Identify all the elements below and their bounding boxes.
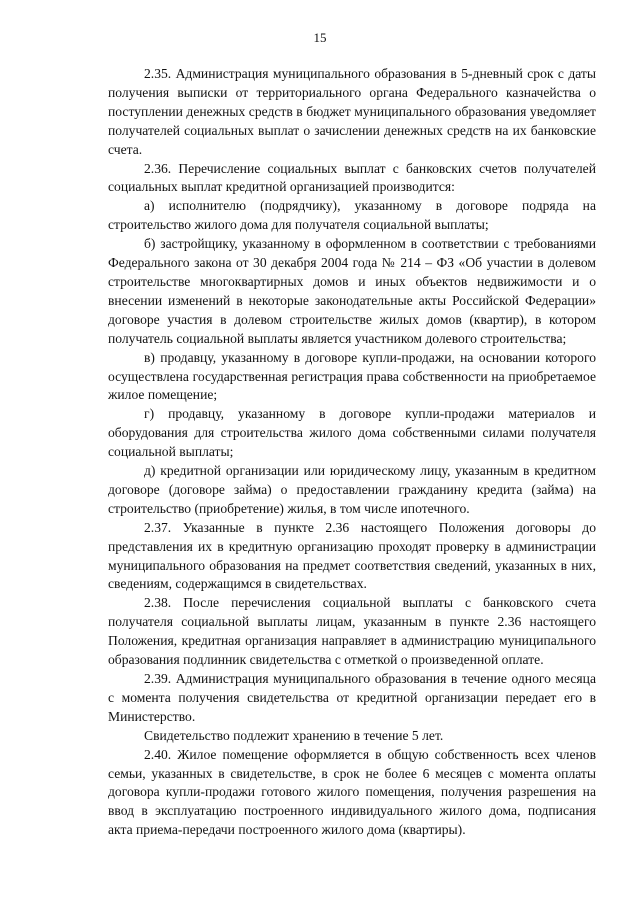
paragraph-2-36-v: в) продавцу, указанному в договоре купли-продажи, на основании которого осуществлена государственная регистрация права собственности на приобретаемое жилое помещение; — [108, 349, 596, 403]
page-number: 15 — [313, 30, 327, 45]
paragraph-2-37: 2.37. Указанные в пункте 2.36 настоящего Положения договоры до представления их в кредитную организацию проходят проверку в администрации муниципального образования на предмет соответствия сведений, указанных в них, сведениям, содержащимся в свидетельствах. — [108, 519, 596, 592]
paragraph-2-36-d: д) кредитной организации или юридическому лицу, указанным в кредитном договоре (договоре займа) о предоставлении гражданину кредита (займа) на строительство (приобретение) жилья, в том числе ипотечного. — [108, 463, 596, 516]
paragraph-2-36: 2.36. Перечисление социальных выплат с банковских счетов получателей социальных выплат кредитной организацией производится: — [108, 160, 596, 195]
paragraph-2-35: 2.35. Администрация муниципального образования в 5-дневный срок с даты получения выписки от территориального органа Федерального казначейства о поступлении денежных средств в бюджет муниципального образования уведомляет получателей социальных выплат о зачислении денежных средств на их банковские счета. — [108, 66, 596, 157]
paragraph-2-36-g: г) продавцу, указанному в договоре купли-продажи материалов и оборудования для строительства жилого дома собственными силами получателя социальной выплаты; — [108, 406, 596, 460]
paragraph-2-38: 2.38. После перечисления социальной выплаты с банковского счета получателя социальной выплаты лицам, указанным в пункте 2.36 настоящего Положения, кредитная организация направляет в администрацию муниципального образования подлинник свидетельства с отметкой о произведенной оплате. — [108, 595, 596, 668]
paragraph-2-36-b: б) застройщику, указанному в оформленном в соответствии с требованиями Федерального закона от 30 декабря 2004 года № 214 – ФЗ «Об участии в долевом строительстве многоквартирных домов и иных объектов недвижимости и о внесении изменений в некоторые законодательные акты Российской Федерации» договоре участия в долевом строительстве жилых домов (квартир), в котором получатель социальной выплаты является участником долевого строительства; — [108, 236, 596, 346]
paragraph-storage-note: Свидетельство подлежит хранению в течение 5 лет. — [144, 727, 444, 743]
document-body — [108, 65, 596, 840]
paragraph-2-40: 2.40. Жилое помещение оформляется в общую собственность всех членов семьи, указанных в свидетельстве, в срок не более 6 месяцев с момента оплаты договора купли-продажи готового жилого помещения, получения разрешения на ввод в эксплуатацию построенного индивидуального жилого дома, подписания акта приема-передачи построенного жилого дома (квартиры). — [108, 746, 596, 838]
paragraph-2-36-a: а) исполнителю (подрядчику), указанному в договоре подряда на строительство жилого дома для получателя социальной выплаты; — [108, 198, 596, 233]
paragraph-2-39: 2.39. Администрация муниципального образования в течение одного месяца с момента получения свидетельства от кредитной организации передает его в Министерство. — [108, 671, 596, 724]
